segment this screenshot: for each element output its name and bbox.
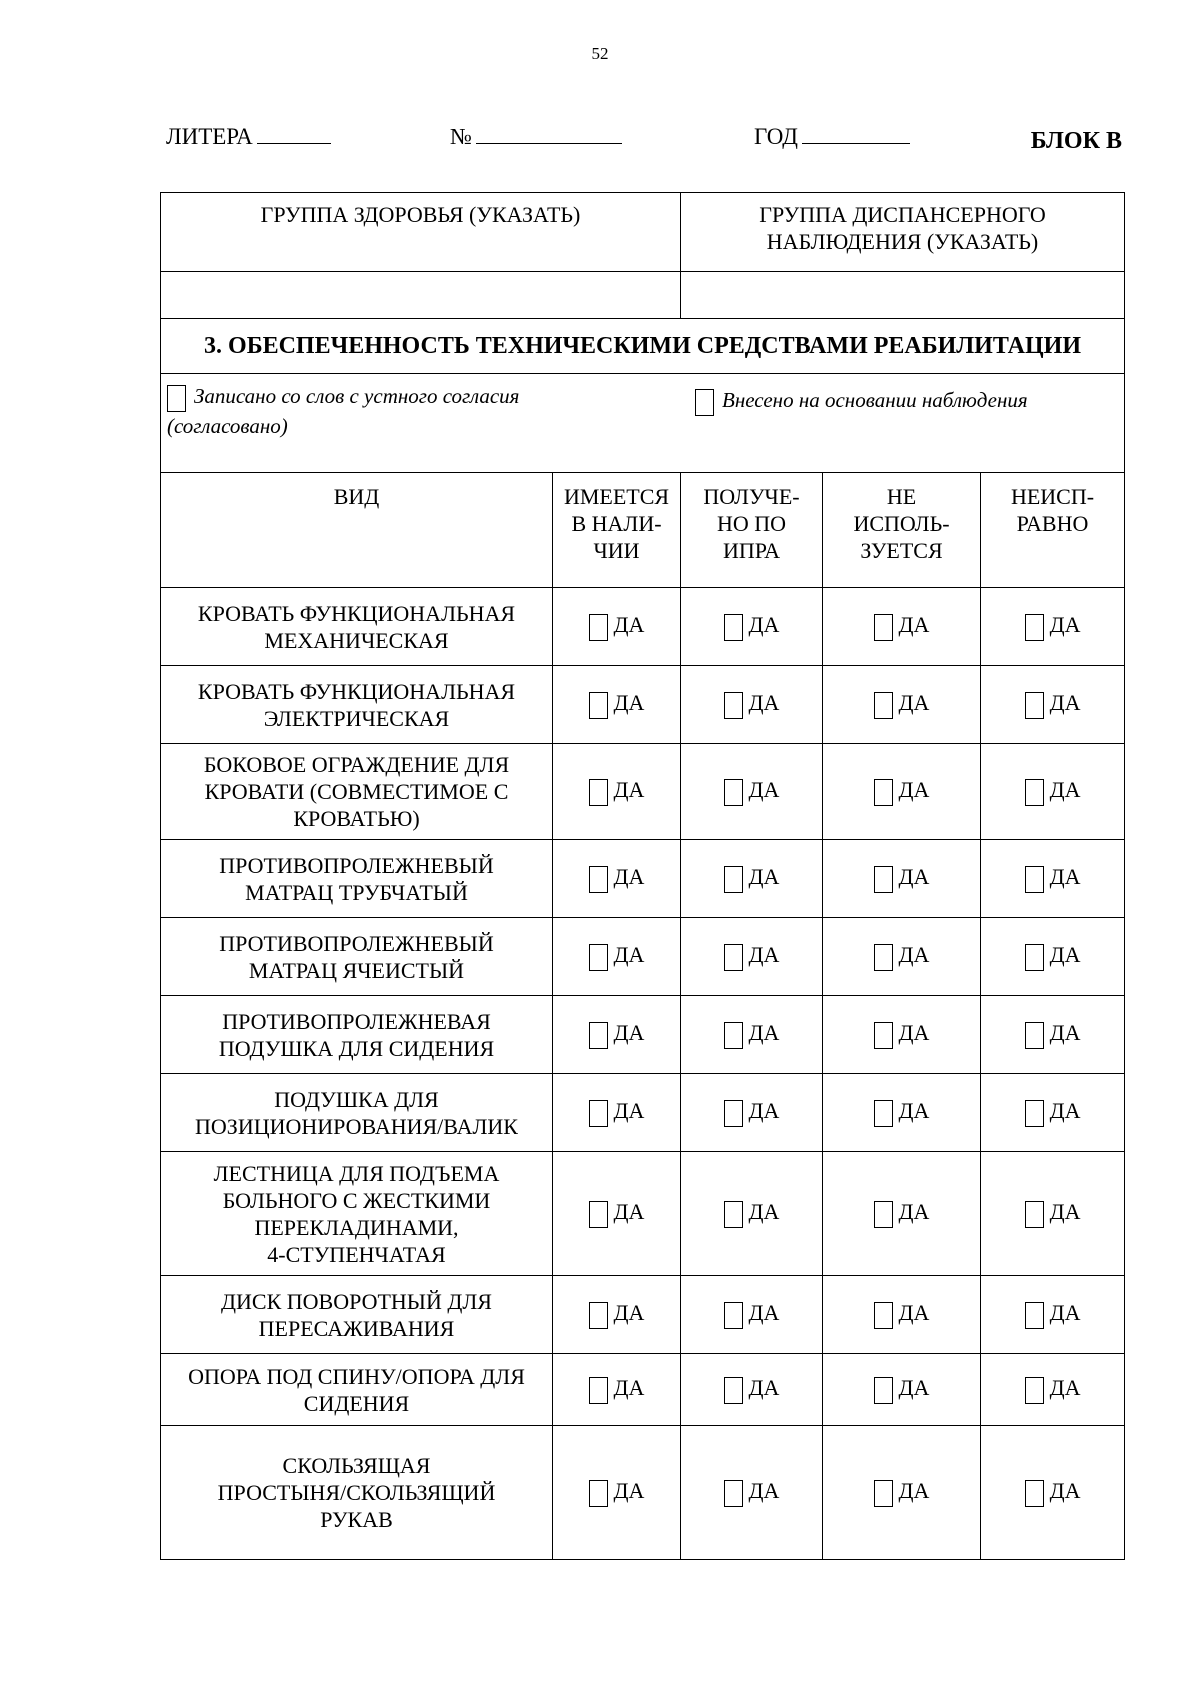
yes-label: ДА xyxy=(898,690,930,716)
item-name-line: БОЛЬНОГО С ЖЕСТКИМИ xyxy=(222,1187,491,1213)
faulty-checkbox[interactable] xyxy=(1025,779,1044,806)
cell-not-used xyxy=(823,666,981,744)
yes-label: ДА xyxy=(613,1478,645,1504)
not-used-checkbox[interactable] xyxy=(874,1302,893,1329)
available-checkbox[interactable] xyxy=(589,1022,608,1049)
not-used-checkbox[interactable] xyxy=(874,866,893,893)
column-header-available xyxy=(553,473,681,588)
yes-label: ДА xyxy=(1049,1020,1081,1046)
cell-available xyxy=(553,1276,681,1354)
item-name-line: ПРОТИВОПРОЛЕЖНЕВАЯ xyxy=(222,1008,491,1034)
column-header-line: ИМЕЕТСЯ xyxy=(563,484,670,509)
table-row xyxy=(161,1152,1125,1276)
not-used-checkbox[interactable] xyxy=(874,1480,893,1507)
cell-faulty xyxy=(981,840,1125,918)
yes-label: ДА xyxy=(748,864,780,890)
yes-label: ДА xyxy=(748,942,780,968)
source-option-oral-label: Записано со слов с устного согласия xyxy=(194,384,520,408)
cell-available xyxy=(553,1152,681,1276)
item-name-line: ПРОТИВОПРОЛЕЖНЕВЫЙ xyxy=(219,852,494,878)
faulty-checkbox[interactable] xyxy=(1025,1480,1044,1507)
yes-label: ДА xyxy=(1049,1098,1081,1124)
cell-faulty xyxy=(981,1276,1125,1354)
column-header-line: ПОЛУЧЕ- xyxy=(703,484,800,509)
cell-received xyxy=(681,996,823,1074)
not-used-checkbox[interactable] xyxy=(874,944,893,971)
received-checkbox[interactable] xyxy=(724,944,743,971)
item-name xyxy=(161,1152,553,1276)
yes-label: ДА xyxy=(1049,1300,1081,1326)
yes-label: ДА xyxy=(1049,612,1081,638)
received-checkbox[interactable] xyxy=(724,1100,743,1127)
item-name-line: ПОДУШКА ДЛЯ xyxy=(274,1086,439,1112)
number-label: № xyxy=(450,124,472,149)
available-checkbox[interactable] xyxy=(589,692,608,719)
table-row xyxy=(161,840,1125,918)
item-name-line: ПОЗИЦИОНИРОВАНИЯ/ВАЛИК xyxy=(195,1113,518,1139)
available-checkbox[interactable] xyxy=(589,866,608,893)
section-title: 3. ОБЕСПЕЧЕННОСТЬ ТЕХНИЧЕСКИМИ СРЕДСТВАМИ РЕАБИЛИТАЦИИ xyxy=(161,319,1125,374)
yes-label: ДА xyxy=(748,1199,780,1225)
dispensary-group-value-field[interactable] xyxy=(681,272,1125,319)
column-header-line: НЕ xyxy=(886,484,917,509)
cell-faulty xyxy=(981,918,1125,996)
faulty-checkbox[interactable] xyxy=(1025,1022,1044,1049)
faulty-checkbox[interactable] xyxy=(1025,1201,1044,1228)
column-header-line: ЗУЕТСЯ xyxy=(860,538,943,563)
dispensary-group-label-line: НАБЛЮДЕНИЯ (УКАЗАТЬ) xyxy=(766,229,1039,254)
yes-label: ДА xyxy=(898,1199,930,1225)
item-name-line: СИДЕНИЯ xyxy=(303,1390,410,1416)
observation-checkbox[interactable] xyxy=(695,389,714,416)
yes-label: ДА xyxy=(898,612,930,638)
number-blank[interactable] xyxy=(476,125,622,144)
item-name xyxy=(161,1426,553,1560)
cell-not-used xyxy=(823,1354,981,1426)
yes-label: ДА xyxy=(613,1098,645,1124)
cell-received xyxy=(681,840,823,918)
yes-label: ДА xyxy=(613,1375,645,1401)
item-name-line: ДИСК ПОВОРОТНЫЙ ДЛЯ xyxy=(221,1288,492,1314)
yes-label: ДА xyxy=(1049,1478,1081,1504)
table-row xyxy=(161,1074,1125,1152)
faulty-checkbox[interactable] xyxy=(1025,692,1044,719)
cell-faulty xyxy=(981,1152,1125,1276)
item-name-line: ПРОТИВОПРОЛЕЖНЕВЫЙ xyxy=(219,930,494,956)
item-name-line: ЛЕСТНИЦА ДЛЯ ПОДЪЕМА xyxy=(213,1160,500,1186)
yes-label: ДА xyxy=(898,942,930,968)
yes-label: ДА xyxy=(1049,942,1081,968)
year-field xyxy=(754,124,910,150)
cell-faulty xyxy=(981,1426,1125,1560)
received-checkbox[interactable] xyxy=(724,1302,743,1329)
received-checkbox[interactable] xyxy=(724,1201,743,1228)
item-name-line: ЭЛЕКТРИЧЕСКАЯ xyxy=(263,705,450,731)
available-checkbox[interactable] xyxy=(589,1377,608,1404)
item-name xyxy=(161,666,553,744)
litera-field xyxy=(166,124,331,150)
litera-label: ЛИТЕРА xyxy=(166,124,253,149)
table-row xyxy=(161,588,1125,666)
yes-label: ДА xyxy=(613,942,645,968)
item-name-line: КРОВАТИ (СОВМЕСТИМОЕ С xyxy=(204,779,509,804)
available-checkbox[interactable] xyxy=(589,1302,608,1329)
table-row xyxy=(161,666,1125,744)
yes-label: ДА xyxy=(613,1020,645,1046)
yes-label: ДА xyxy=(613,612,645,638)
block-label: БЛОК В xyxy=(1030,128,1122,154)
not-used-checkbox[interactable] xyxy=(874,1022,893,1049)
form-header xyxy=(166,124,1122,160)
cell-not-used xyxy=(823,744,981,840)
cell-received xyxy=(681,1074,823,1152)
column-header-faulty xyxy=(981,473,1125,588)
yes-label: ДА xyxy=(898,1375,930,1401)
yes-label: ДА xyxy=(1049,690,1081,716)
item-name-line: 4-СТУПЕНЧАТАЯ xyxy=(267,1241,446,1267)
available-checkbox[interactable] xyxy=(589,779,608,806)
cell-received xyxy=(681,588,823,666)
not-used-checkbox[interactable] xyxy=(874,614,893,641)
column-header-row xyxy=(161,473,1125,588)
item-name xyxy=(161,918,553,996)
yes-label: ДА xyxy=(898,777,930,803)
item-name-line: ПЕРЕКЛАДИНАМИ, xyxy=(254,1214,459,1240)
received-checkbox[interactable] xyxy=(724,1480,743,1507)
data-source-options xyxy=(161,374,1125,473)
received-checkbox[interactable] xyxy=(724,692,743,719)
available-checkbox[interactable] xyxy=(589,614,608,641)
not-used-checkbox[interactable] xyxy=(874,1100,893,1127)
available-checkbox[interactable] xyxy=(589,1480,608,1507)
item-name-line: МАТРАЦ ЯЧЕИСТЫЙ xyxy=(248,957,465,983)
items-body xyxy=(161,588,1125,1560)
available-checkbox[interactable] xyxy=(589,1100,608,1127)
faulty-checkbox[interactable] xyxy=(1025,614,1044,641)
source-option-observation-label: Внесено на основании наблюдения xyxy=(722,388,1028,412)
rehab-means-table xyxy=(160,192,1125,1560)
cell-available xyxy=(553,666,681,744)
table-row xyxy=(161,1276,1125,1354)
cell-faulty xyxy=(981,1074,1125,1152)
cell-available xyxy=(553,1354,681,1426)
yes-label: ДА xyxy=(898,1300,930,1326)
cell-faulty xyxy=(981,588,1125,666)
table-row xyxy=(161,996,1125,1074)
item-name-line: ОПОРА ПОД СПИНУ/ОПОРА ДЛЯ xyxy=(188,1363,525,1389)
column-header-line: НЕИСП- xyxy=(1010,484,1095,509)
yes-label: ДА xyxy=(898,1020,930,1046)
not-used-checkbox[interactable] xyxy=(874,779,893,806)
received-checkbox[interactable] xyxy=(724,1377,743,1404)
item-name-line: ПОДУШКА ДЛЯ СИДЕНИЯ xyxy=(218,1035,495,1061)
yes-label: ДА xyxy=(898,1478,930,1504)
column-header-type: ВИД xyxy=(161,473,553,588)
cell-not-used xyxy=(823,1276,981,1354)
item-name-line: КРОВАТЬ ФУНКЦИОНАЛЬНАЯ xyxy=(197,600,516,626)
item-name-line: ПЕРЕСАЖИВАНИЯ xyxy=(258,1315,455,1341)
faulty-checkbox[interactable] xyxy=(1025,944,1044,971)
litera-blank[interactable] xyxy=(257,125,331,144)
item-name xyxy=(161,996,553,1074)
faulty-checkbox[interactable] xyxy=(1025,1377,1044,1404)
cell-received xyxy=(681,1276,823,1354)
item-name xyxy=(161,588,553,666)
cell-available xyxy=(553,996,681,1074)
cell-received xyxy=(681,1354,823,1426)
column-header-not-used xyxy=(823,473,981,588)
cell-received xyxy=(681,918,823,996)
dispensary-group-label xyxy=(681,193,1125,272)
received-checkbox[interactable] xyxy=(724,779,743,806)
received-checkbox[interactable] xyxy=(724,1022,743,1049)
faulty-checkbox[interactable] xyxy=(1025,1302,1044,1329)
yes-label: ДА xyxy=(748,1375,780,1401)
item-name-line: КРОВАТЬ ФУНКЦИОНАЛЬНАЯ xyxy=(197,678,516,704)
column-header-line: ИСПОЛЬ- xyxy=(853,511,950,536)
faulty-checkbox[interactable] xyxy=(1025,866,1044,893)
cell-available xyxy=(553,1426,681,1560)
cell-available xyxy=(553,1074,681,1152)
not-used-checkbox[interactable] xyxy=(874,1377,893,1404)
source-option-oral xyxy=(167,382,637,440)
item-name xyxy=(161,1276,553,1354)
yes-label: ДА xyxy=(613,777,645,803)
year-blank[interactable] xyxy=(802,125,910,144)
available-checkbox[interactable] xyxy=(589,1201,608,1228)
item-name xyxy=(161,840,553,918)
item-name xyxy=(161,744,553,840)
dispensary-group-label-line: ГРУППА ДИСПАНСЕРНОГО xyxy=(759,202,1046,227)
yes-label: ДА xyxy=(1049,1199,1081,1225)
item-name xyxy=(161,1074,553,1152)
source-option-oral-label-2: (согласовано) xyxy=(167,413,288,438)
cell-available xyxy=(553,588,681,666)
yes-label: ДА xyxy=(898,1098,930,1124)
yes-label: ДА xyxy=(748,1020,780,1046)
column-header-line: РАВНО xyxy=(1016,511,1089,536)
source-option-observation xyxy=(695,386,1028,416)
table-row xyxy=(161,744,1125,840)
table-row xyxy=(161,1426,1125,1560)
column-header-line: ЧИИ xyxy=(593,538,640,563)
yes-label: ДА xyxy=(748,612,780,638)
cell-received xyxy=(681,666,823,744)
cell-not-used xyxy=(823,840,981,918)
yes-label: ДА xyxy=(613,1300,645,1326)
item-name-line: МЕХАНИЧЕСКАЯ xyxy=(264,627,449,653)
cell-not-used xyxy=(823,1074,981,1152)
oral-consent-checkbox[interactable] xyxy=(167,385,186,412)
cell-faulty xyxy=(981,744,1125,840)
cell-available xyxy=(553,744,681,840)
cell-not-used xyxy=(823,918,981,996)
column-header-received xyxy=(681,473,823,588)
received-checkbox[interactable] xyxy=(724,614,743,641)
item-name-line: СКОЛЬЗЯЩАЯ xyxy=(282,1453,431,1478)
yes-label: ДА xyxy=(898,864,930,890)
cell-faulty xyxy=(981,996,1125,1074)
cell-faulty xyxy=(981,666,1125,744)
received-checkbox[interactable] xyxy=(724,866,743,893)
cell-faulty xyxy=(981,1354,1125,1426)
yes-label: ДА xyxy=(1049,777,1081,803)
yes-label: ДА xyxy=(613,864,645,890)
item-name-line: РУКАВ xyxy=(320,1507,393,1532)
yes-label: ДА xyxy=(1049,1375,1081,1401)
column-header-line: ИПРА xyxy=(722,538,781,563)
yes-label: ДА xyxy=(748,777,780,803)
number-field xyxy=(450,124,622,150)
table-row xyxy=(161,1354,1125,1426)
not-used-checkbox[interactable] xyxy=(874,1201,893,1228)
column-header-line: В НАЛИ- xyxy=(571,511,662,536)
item-name-line: БОКОВОЕ ОГРАЖДЕНИЕ ДЛЯ xyxy=(203,752,510,777)
item-name-line: КРОВАТЬЮ) xyxy=(293,806,420,831)
item-name xyxy=(161,1354,553,1426)
table-row xyxy=(161,918,1125,996)
cell-available xyxy=(553,840,681,918)
item-name-line: МАТРАЦ ТРУБЧАТЫЙ xyxy=(245,879,468,905)
year-label: ГОД xyxy=(754,124,798,149)
column-header-line: НО ПО xyxy=(716,511,787,536)
health-group-label: ГРУППА ЗДОРОВЬЯ (УКАЗАТЬ) xyxy=(161,193,681,272)
cell-not-used xyxy=(823,588,981,666)
faulty-checkbox[interactable] xyxy=(1025,1100,1044,1127)
cell-received xyxy=(681,1426,823,1560)
cell-available xyxy=(553,918,681,996)
yes-label: ДА xyxy=(748,690,780,716)
available-checkbox[interactable] xyxy=(589,944,608,971)
yes-label: ДА xyxy=(748,1478,780,1504)
yes-label: ДА xyxy=(748,1300,780,1326)
cell-not-used xyxy=(823,996,981,1074)
not-used-checkbox[interactable] xyxy=(874,692,893,719)
yes-label: ДА xyxy=(613,1199,645,1225)
cell-received xyxy=(681,744,823,840)
item-name-line: ПРОСТЫНЯ/СКОЛЬЗЯЩИЙ xyxy=(217,1480,496,1505)
cell-not-used xyxy=(823,1152,981,1276)
health-group-value-field[interactable] xyxy=(161,272,681,319)
yes-label: ДА xyxy=(613,690,645,716)
cell-not-used xyxy=(823,1426,981,1560)
yes-label: ДА xyxy=(1049,864,1081,890)
cell-received xyxy=(681,1152,823,1276)
page-number: 52 xyxy=(591,44,609,63)
yes-label: ДА xyxy=(748,1098,780,1124)
